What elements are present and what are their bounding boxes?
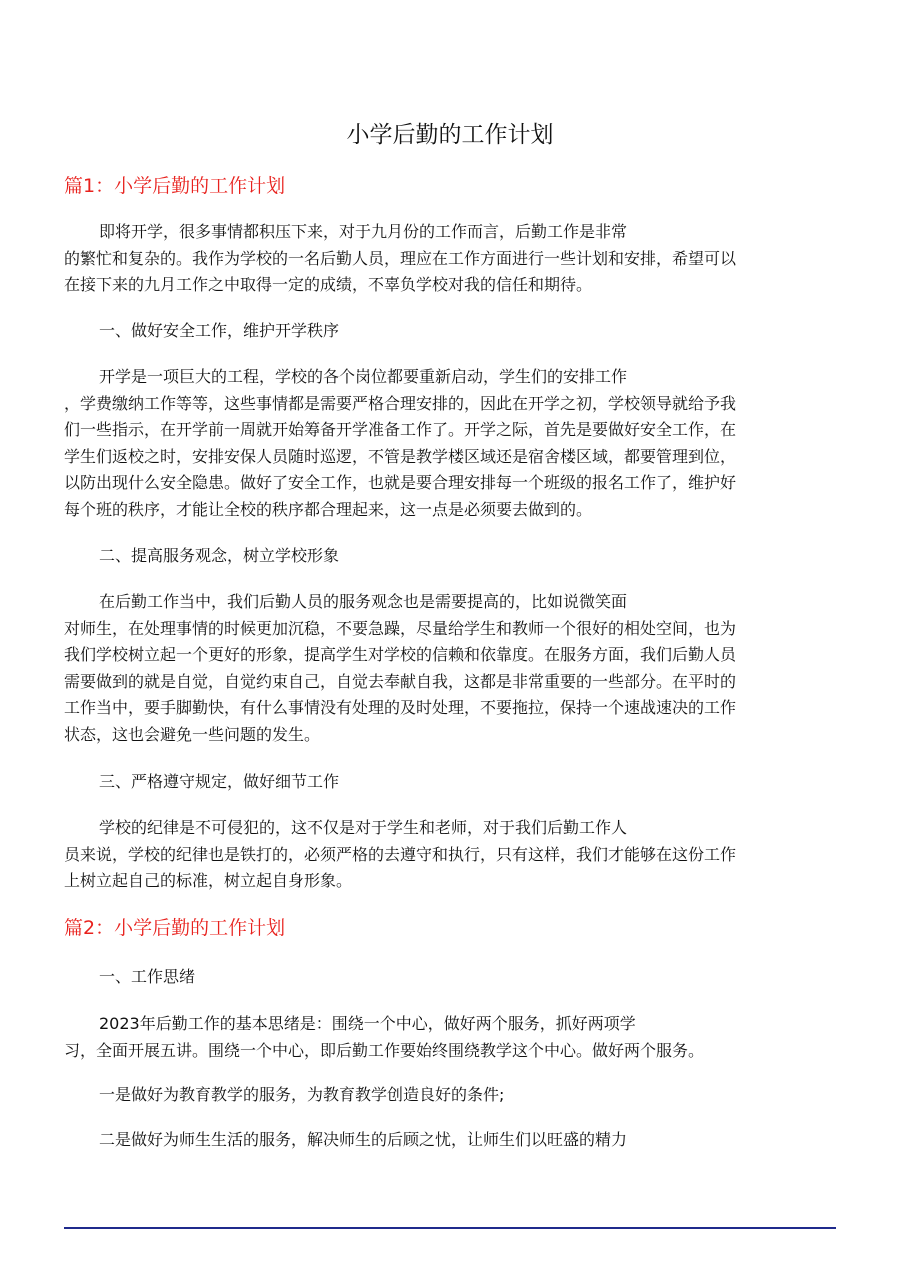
paragraph-line: 每个班的秩序，才能让全校的秩序都合理起来，这一点是必须要去做到的。 bbox=[64, 499, 593, 519]
paragraph-line: 二是做好为师生生活的服务，解决师生的后顾之忧，让师生们以旺盛的精力 bbox=[99, 1130, 628, 1149]
paragraph-line: 需要做到的就是自觉，自觉约束自己，自觉去奉献自我，这都是非常重要的一些部分。在平时的 bbox=[64, 671, 737, 691]
paragraph-line: 一是做好为教育教学的服务，为教育教学创造良好的条件; bbox=[99, 1085, 505, 1104]
part1-section2-heading: 二、提高服务观念，树立学校形象 bbox=[99, 546, 340, 565]
paragraph-line: 我们学校树立起一个更好的形象，提高学生对学校的信赖和依靠度。在服务方面，我们后勤人员 bbox=[64, 645, 737, 664]
part2-paragraph-2 bbox=[64, 1082, 839, 1109]
part2-section1-heading: 一、工作思绪 bbox=[99, 967, 196, 986]
document-title: 小学后勤的工作计划 bbox=[346, 122, 554, 148]
part1-intro-paragraph bbox=[64, 219, 839, 299]
paragraph-line: 学校的纪律是不可侵犯的，这不仅是对于学生和老师，对于我们后勤工作人 bbox=[99, 818, 628, 837]
paragraph-line: ，学费缴纳工作等等，这些事情都是需要严格合理安排的，因此在开学之初，学校领导就给予我 bbox=[64, 393, 737, 413]
part1-section1-paragraph bbox=[64, 364, 839, 523]
paragraph-line: 在接下来的九月工作之中取得一定的成绩，不辜负学校对我的信任和期待。 bbox=[64, 275, 593, 294]
part1-heading: 篇1：小学后勤的工作计划 bbox=[64, 175, 286, 197]
paragraph-line: 以防出现什么安全隐患。做好了安全工作，也就是要合理安排每一个班级的报名工作了，维护好 bbox=[64, 473, 737, 492]
part1-section3-paragraph bbox=[64, 815, 839, 895]
paragraph-line: 上树立起自己的标准，树立起自身形象。 bbox=[64, 871, 353, 890]
footer-divider bbox=[64, 1227, 836, 1229]
paragraph-line: 对师生，在处理事情的时候更加沉稳，不要急躁，尽量给学生和教师一个很好的相处空间，也为 bbox=[64, 618, 737, 638]
part1-section3-heading: 三、严格遵守规定，做好细节工作 bbox=[99, 772, 340, 791]
paragraph-line: 开学是一项巨大的工程，学校的各个岗位都要重新启动，学生们的安排工作 bbox=[99, 367, 628, 386]
paragraph-line: 即将开学，很多事情都积压下来，对于九月份的工作而言，后勤工作是非常 bbox=[99, 222, 628, 241]
paragraph-line: 2023年后勤工作的基本思绪是：围绕一个中心，做好两个服务，抓好两项学 bbox=[99, 1014, 636, 1033]
part1-section1-heading: 一、做好安全工作，维护开学秩序 bbox=[99, 321, 340, 340]
paragraph-line: 们一些指示，在开学前一周就开始筹备开学准备工作了。开学之际，首先是要做好安全工作，在 bbox=[64, 420, 737, 439]
paragraph-line: 工作当中，要手脚勤快，有什么事情没有处理的及时处理，不要拖拉，保持一个速战速决的工作 bbox=[64, 698, 737, 717]
part2-paragraph-3 bbox=[64, 1127, 839, 1154]
paragraph-line: 状态，这也会避免一些问题的发生。 bbox=[64, 724, 321, 744]
paragraph-line: 员来说，学校的纪律也是铁打的，必须严格的去遵守和执行，只有这样，我们才能够在这份工作 bbox=[64, 844, 737, 864]
paragraph-line: 的繁忙和复杂的。我作为学校的一名后勤人员，理应在工作方面进行一些计划和安排，希望可以 bbox=[64, 248, 737, 268]
paragraph-line: 在后勤工作当中，我们后勤人员的服务观念也是需要提高的，比如说微笑面 bbox=[99, 592, 628, 611]
part2-heading: 篇2：小学后勤的工作计划 bbox=[64, 917, 286, 939]
paragraph-line: 学生们返校之时，安排安保人员随时巡逻，不管是教学楼区域还是宿舍楼区域，都要管理到位， bbox=[64, 446, 737, 466]
part1-section2-paragraph bbox=[64, 589, 839, 748]
part2-paragraph-1 bbox=[64, 1011, 839, 1064]
paragraph-line: 习，全面开展五讲。围绕一个中心，即后勤工作要始终围绕教学这个中心。做好两个服务。 bbox=[64, 1040, 705, 1060]
